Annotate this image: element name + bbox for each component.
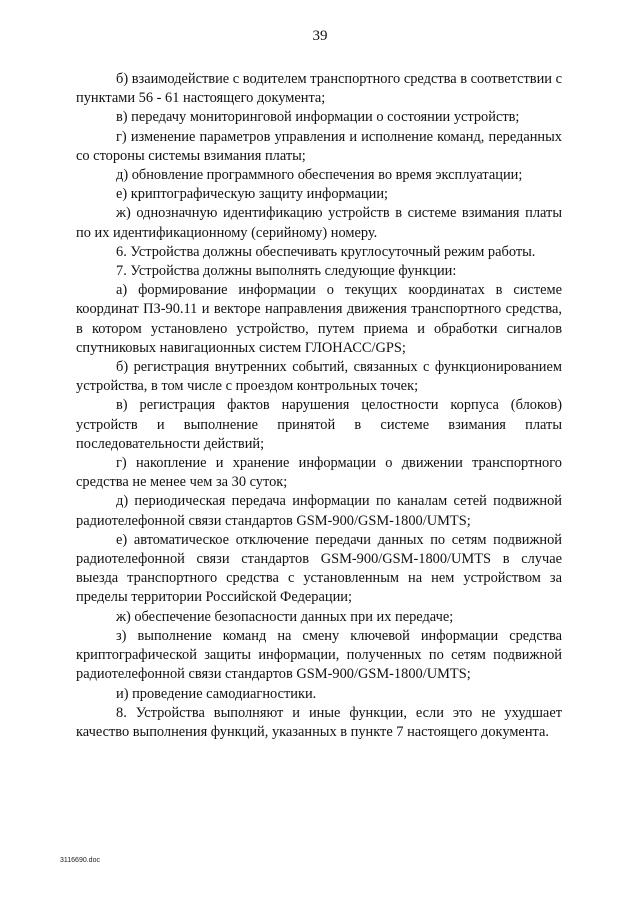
paragraph: г) изменение параметров управления и исполнение команд, переданных со стороны системы взимания платы; [76,128,562,164]
paragraph: г) накопление и хранение информации о движении транспортного средства не менее чем за 30 суток; [76,455,562,491]
paragraph: и) проведение самодиагностики. [116,685,317,702]
paragraph: 8. Устройства выполняют и иные функции, если это не ухудшает качество выполнения функций, указанных в пункте 7 настоящего документа. [76,704,562,740]
paragraph: в) передачу мониторинговой информации о состоянии устройств; [116,109,520,126]
paragraph: ж) обеспечение безопасности данных при их передаче; [116,608,454,625]
paragraph: е) автоматическое отключение передачи данных по сетям подвижной радиотелефонной связи стандартов GSM-900/GSM-1800/UMTS в случае выезда транспортного средства с установленным на нем устройством за пределы территории Российской Федерации; [76,531,562,606]
file-name-footer: 3116690.doc [60,857,100,864]
paragraph: в) регистрация фактов нарушения целостности корпуса (блоков) устройств и выполнение принятой в системе взимания платы последовательности действий; [76,397,562,452]
paragraph: е) криптографическую защиту информации; [116,186,389,203]
paragraph: д) обновление программного обеспечения во время эксплуатации; [116,167,523,184]
document-body [76,70,562,742]
paragraph: б) регистрация внутренних событий, связанных с функционированием устройства, в том числе с проездом контрольных точек; [76,359,562,395]
paragraph: 6. Устройства должны обеспечивать круглосуточный режим работы. [116,243,536,260]
paragraph: ж) однозначную идентификацию устройств в системе взимания платы по их идентификационному (серийному) номеру. [76,205,562,241]
paragraph: д) периодическая передача информации по каналам сетей подвижной радиотелефонной связи стандартов GSM-900/GSM-1800/UMTS; [76,493,562,529]
page-number: 39 [312,28,328,44]
paragraph: з) выполнение команд на смену ключевой информации средства криптографической защиты информации, полученных по сетям подвижной радиотелефонной связи стандартов GSM-900/GSM-1800/UMTS; [76,627,562,683]
paragraph: б) взаимодействие с водителем транспортного средства в соответствии с пунктами 56 - 61 настоящего документа; [76,71,562,107]
paragraph: 7. Устройства должны выполнять следующие функции: [116,263,457,280]
paragraph: а) формирование информации о текущих координатах в системе координат ПЗ-90.11 и векторе направления движения транспортного средства, в котором установлено устройство, путем приема и обработки сигналов спутниковых навигационных систем ГЛОНАСС/GPS; [76,282,562,356]
